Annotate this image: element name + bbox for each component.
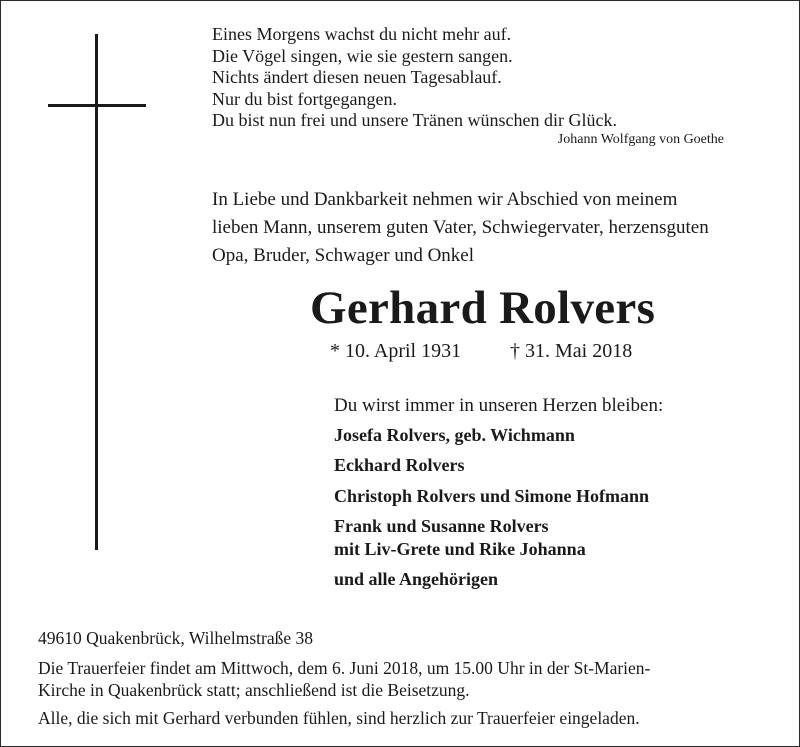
death-date: † 31. Mai 2018 xyxy=(510,340,633,362)
mourner-name: und alle Angehörigen xyxy=(334,569,499,589)
mourner-name: Frank und Susanne Rolvers xyxy=(334,516,549,536)
address: 49610 Quakenbrück, Wilhelmstraße 38 xyxy=(38,628,314,648)
mourner-name: mit Liv-Grete und Rike Johanna xyxy=(334,539,586,559)
cross-vertical-bar xyxy=(95,34,98,550)
poem-line: Nichts ändert diesen neuen Tagesablauf. xyxy=(212,67,502,87)
mourner-name: Eckhard Rolvers xyxy=(334,455,465,475)
cross-horizontal-bar xyxy=(48,104,146,107)
mourner-name: Christoph Rolvers und Simone Hofmann xyxy=(334,486,650,506)
poem-line: Nur du bist fortgegangen. xyxy=(212,89,397,109)
poem-line: Die Vögel singen, wie sie gestern sangen. xyxy=(212,46,513,66)
poem-line: Eines Morgens wachst du nicht mehr auf. xyxy=(212,24,512,44)
poem-author: Johann Wolfgang von Goethe xyxy=(557,132,724,147)
service-info-line: Kirche in Quakenbrück statt; anschließend ist die Beisetzung. xyxy=(38,680,470,700)
intro-line: lieben Mann, unserem guten Vater, Schwiegervater, herzensguten xyxy=(212,217,709,238)
intro-line: In Liebe und Dankbarkeit nehmen wir Abschied von meinem xyxy=(212,189,678,210)
intro-line: Opa, Bruder, Schwager und Onkel xyxy=(212,245,475,266)
birth-date: * 10. April 1931 xyxy=(330,340,462,362)
deceased-name: Gerhard Rolvers xyxy=(310,282,656,334)
service-info-line: Die Trauerfeier findet am Mittwoch, dem 6. Juni 2018, um 15.00 Uhr in der St-Marien- xyxy=(38,658,651,678)
mourners-heading: Du wirst immer in unseren Herzen bleiben: xyxy=(334,395,664,416)
poem-line: Du bist nun frei und unsere Tränen wünschen dir Glück. xyxy=(212,110,617,130)
invitation-text: Alle, die sich mit Gerhard verbunden fühlen, sind herzlich zur Trauerfeier eingeladen. xyxy=(38,708,640,728)
mourner-name: Josefa Rolvers, geb. Wichmann xyxy=(334,425,575,445)
